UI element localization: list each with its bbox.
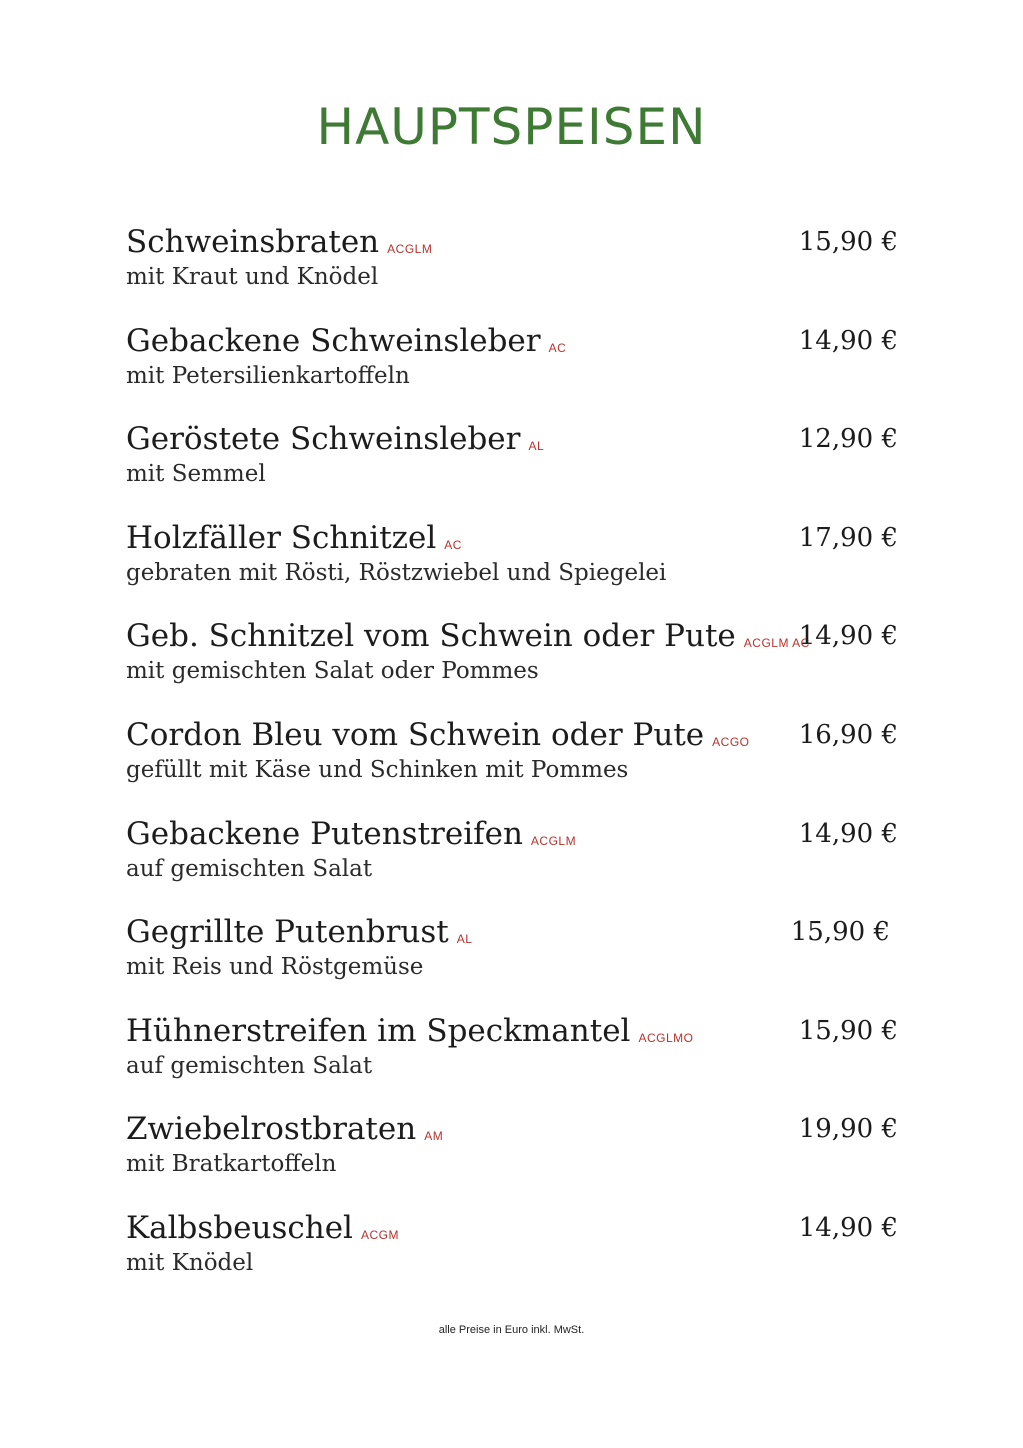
menu-item: [126, 321, 906, 420]
dish-description: mit Knödel: [126, 1249, 254, 1276]
allergen-codes: ACGLMO: [638, 1030, 694, 1045]
dish-name: Gegrillte Putenbrust: [126, 914, 449, 951]
menu-item: [126, 912, 906, 1011]
dish-name: Geb. Schnitzel vom Schwein oder Pute: [126, 618, 736, 655]
allergen-codes: AC: [548, 340, 567, 355]
dish-description: gefüllt mit Käse und Schinken mit Pommes: [126, 756, 629, 783]
dish-price: 17,90 €: [798, 522, 898, 553]
dish-description: auf gemischten Salat: [126, 1052, 373, 1079]
dish-name: Geröstete Schweinsleber: [126, 421, 521, 458]
allergen-codes: ACGM: [360, 1227, 399, 1242]
menu-item: [126, 1011, 906, 1110]
menu-item: [126, 518, 906, 617]
price-footnote: alle Preise in Euro inkl. MwSt.: [438, 1324, 585, 1336]
dish-description: mit Bratkartoffeln: [126, 1151, 337, 1178]
dish-description: mit Kraut und Knödel: [126, 264, 379, 290]
dish-price: 14,90 €: [798, 1212, 898, 1243]
dish-price: 12,90 €: [798, 424, 898, 455]
menu-item: [126, 1208, 906, 1307]
dish-description: mit Reis und Röstgemüse: [126, 954, 424, 981]
menu-item: [126, 1109, 906, 1208]
allergen-codes: AL: [528, 439, 545, 454]
dish-name: Gebackene Putenstreifen: [126, 815, 523, 852]
dish-description: mit Semmel: [126, 461, 266, 488]
dish-price: 15,90 €: [790, 917, 890, 948]
dish-price: 19,90 €: [798, 1114, 898, 1145]
allergen-codes: AC: [444, 537, 462, 552]
dish-name: Zwiebelrostbraten: [126, 1111, 417, 1148]
dish-price: 14,90 €: [798, 325, 898, 356]
dish-name: Hühnerstreifen im Speckmantel: [126, 1012, 631, 1049]
menu-item: [126, 419, 906, 518]
allergen-codes: AL: [456, 932, 473, 947]
dish-name: Cordon Bleu vom Schwein oder Pute: [126, 716, 705, 753]
menu-item: [126, 715, 906, 814]
dish-price: 15,90 €: [798, 227, 898, 257]
menu-item: [126, 222, 906, 321]
allergen-codes: ACGLM: [530, 833, 577, 848]
allergen-codes: ACGLM: [387, 242, 433, 256]
menu-item: [126, 616, 906, 715]
menu-item: [126, 814, 906, 913]
allergen-codes: AM: [424, 1129, 444, 1144]
dish-name: Gebackene Schweinsleber: [126, 322, 541, 359]
dish-price: 14,90 €: [798, 818, 898, 849]
dish-price: 15,90 €: [798, 1015, 898, 1046]
dish-description: mit gemischten Salat oder Pommes: [126, 658, 539, 685]
allergen-codes: ACGLM AC: [743, 636, 810, 651]
page-title: HAUPTSPEISEN: [316, 98, 707, 156]
dish-price: 16,90 €: [798, 719, 898, 750]
menu-list: [126, 222, 906, 1307]
dish-description: gebraten mit Rösti, Röstzwiebel und Spiegelei: [126, 559, 667, 586]
dish-description: auf gemischten Salat: [126, 855, 373, 882]
dish-name: Schweinsbraten: [126, 224, 380, 260]
dish-name: Kalbsbeuschel: [126, 1209, 353, 1246]
dish-name: Holzfäller Schnitzel: [126, 519, 437, 556]
allergen-codes: ACGO: [712, 734, 750, 749]
dish-description: mit Petersilienkartoffeln: [126, 362, 410, 389]
dish-price: 14,90 €: [798, 621, 898, 652]
